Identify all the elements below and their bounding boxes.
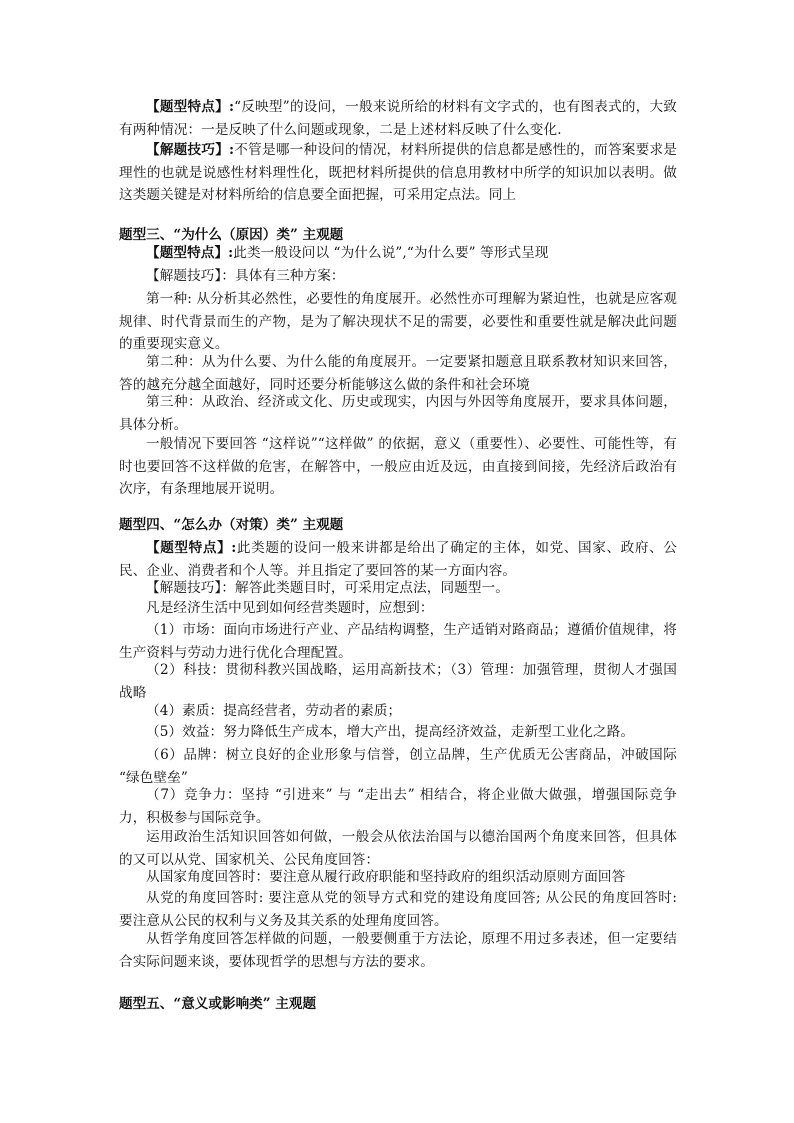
list-item-technology: （2）科技：贯彻科教兴国战略，运用高新技术；（3）管理：加强管理，贯彻人才强国战略 [119, 662, 677, 701]
list-item-quality: （4）素质：提高经营者，劳动者的素质； [146, 703, 402, 719]
paragraph-politics: 运用政治生活知识回答如何做，一般会从依法治国与以德治国两个角度来回答，但具体的又可以从党、国家机关、公民角度回答： [119, 829, 677, 868]
paragraph-philosophy: 从哲学角度回答怎样做的问题，一般要侧重于方法论，原理不用过多表述，但一定要结合实际问题来谈，要体现哲学的思想与方法的要求。 [119, 931, 677, 970]
paragraph-type3-method1: 第一种: 从分析其必然性，必要性的角度展开。必然性亦可理解为紧迫性，也就是应客观规律、时代背景而生的产物，是为了解决现状不足的需要，必要性和重要性就是解决此问题的重要现实意义。 [119, 291, 677, 353]
paragraph-type4-intro: 凡是经济生活中见到如何经营类题时，应想到： [146, 600, 434, 616]
heading-type3: 题型三、“为什么（原因）类” 主观题 [119, 227, 344, 243]
paragraph-type3-method3: 第三种：从政治、经济或文化、历史或现实，内因与外因等角度展开，要求具体问题，具体分析。 [119, 394, 677, 433]
paragraph-type3-general: 一般情况下要回答 “这样说”“这样做” 的依据，意义（重要性）、必要性、可能性等，有时也要回答不这样做的危害，在解答中，一般应由近及远，由直接到间接，先经济后政治有次序，有条理地展开说明。 [119, 436, 677, 498]
paragraph-type4-features [119, 537, 677, 582]
paragraph-type3-features [119, 242, 677, 265]
paragraph-type3-tips: 【解题技巧】：具体有三种方案： [146, 268, 345, 284]
section-label: 【题型特点】: [146, 99, 235, 115]
paragraph-text: 不管是哪一种设问的情况，材料所提供的信息都是感性的，而答案要求是理性的也就是说感性材料理性化，既把材料所提供的信息用教材中所学的知识加以表明。做这类题关键是对材料所给的信息要全面把握，可采用定点法。同上 [119, 142, 677, 204]
paragraph-type2-features [119, 96, 677, 141]
list-item-competitiveness: （7）竞争力：坚持 “引进来” 与 “走出去” 相结合，将企业做大做强，增强国际竞争力，积极参与国际竞争。 [119, 787, 677, 826]
heading-type5: 题型五、“意义或影响类” 主观题 [119, 996, 317, 1012]
list-item-efficiency: （5）效益：努力降低生产成本，增大产出，提高经济效益，走新型工业化之路。 [146, 724, 635, 740]
paragraph-state-angle: 从国家角度回答时：要注意从履行政府职能和坚持政府的组织活动原则方面回答 [146, 869, 626, 885]
section-label: 【题型特点】: [146, 540, 237, 556]
heading-type4: 题型四、“怎么办（对策）类” 主观题 [119, 517, 344, 533]
paragraph-type2-tips [119, 139, 677, 207]
section-label: 【题型特点】: [146, 245, 234, 261]
paragraph-type4-tips: 【解题技巧】：解答此类题目时，可采用定点法，同题型一。 [146, 580, 509, 596]
section-label: 【解题技巧】: [146, 142, 235, 158]
paragraph-text: 此类题的设问一般来讲都是给出了确定的主体，如党、国家、政府、公民、企业、消费者和个人等。并且指定了要回答的某一方面内容。 [119, 540, 677, 579]
list-item-brand: （6）品牌：树立良好的企业形象与信誉，创立品牌，生产优质无公害商品，冲破国际 “绿色壁垒” [119, 747, 677, 786]
list-item-market: （1）市场：面向市场进行产业、产品结构调整，生产适销对路商品；遵循价值规律，将生产资料与劳动力进行优化合理配置。 [119, 622, 677, 661]
paragraph-text: 此类一般设问以 “为什么说”,“为什么要” 等形式呈现 [233, 245, 549, 261]
paragraph-type3-method2: 第二种：从为什么要、为什么能的角度展开。一定要紧扣题意且联系教材知识来回答，答的越充分越全面越好，同时还要分析能够这么做的条件和社会环境 [119, 354, 677, 393]
paragraph-text: “反映型”的设问，一般来说所给的材料有文字式的，也有图表式的，大致有两种情况：一是反映了什么问题或现象，二是上述材料反映了什么变化. [119, 99, 677, 138]
paragraph-party-angle: 从党的角度回答时: 要注意从党的领导方式和党的建设角度回答; 从公民的角度回答时: 要注意从公民的权利与义务及其关系的处理角度回答。 [119, 890, 677, 929]
